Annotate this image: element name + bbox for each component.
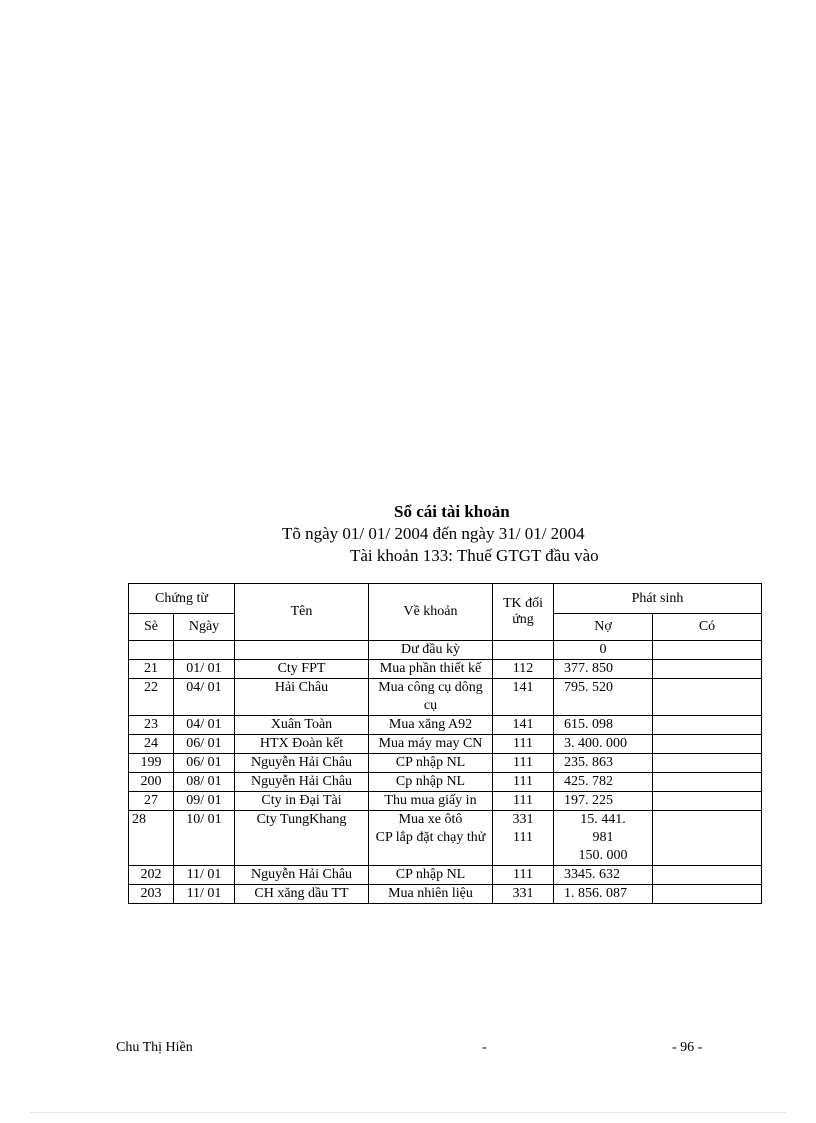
table-row <box>129 679 762 716</box>
cell-so: 203 <box>129 885 174 904</box>
footer-page-number: - 96 - <box>672 1040 703 1055</box>
cell-ngay: 06/ 01 <box>174 754 235 773</box>
cell-co <box>653 735 762 754</box>
cell-no: 197. 225 <box>554 792 653 811</box>
cell-ngay: 06/ 01 <box>174 735 235 754</box>
cell-no: 3345. 632 <box>554 866 653 885</box>
table-row <box>129 792 762 811</box>
cell-co <box>653 811 762 866</box>
cell-tk: 111 <box>493 735 554 754</box>
table-row <box>129 660 762 679</box>
cell-ngay: 10/ 01 <box>174 811 235 866</box>
cell-ve-khoan: Cp nhập NL <box>369 773 493 792</box>
table-row <box>129 754 762 773</box>
cell-no: 615. 098 <box>554 716 653 735</box>
ledger-account: Tài khoản 133: Thuế GTGT đầu vào <box>350 546 599 565</box>
cell-ngay: 11/ 01 <box>174 866 235 885</box>
cell-no: 795. 520 <box>554 679 653 716</box>
table-row <box>129 811 762 866</box>
cell-ten: Cty FPT <box>235 660 369 679</box>
cell-tk: 111 <box>493 773 554 792</box>
ledger-period: Tõ ngày 01/ 01/ 2004 đến ngày 31/ 01/ 2004 <box>282 524 585 543</box>
cell-ve-khoan: Mua xăng A92 <box>369 716 493 735</box>
cell-co <box>653 660 762 679</box>
header-ve-khoan: Về khoản <box>369 584 493 641</box>
cell-no: 15. 441. 981 <box>580 812 626 845</box>
cell-tk: 331 <box>512 812 534 827</box>
cell-tk: 111 <box>493 792 554 811</box>
cell-so: 21 <box>129 660 174 679</box>
table-row <box>129 735 762 754</box>
ledger-table <box>128 583 762 904</box>
cell-so: 27 <box>129 792 174 811</box>
cell-ve-khoan: Mua xe ôtô <box>398 812 463 827</box>
cell-so: 22 <box>129 679 174 716</box>
footer-author: Chu Thị Hiền <box>116 1040 193 1055</box>
cell-so: 199 <box>129 754 174 773</box>
cell-co <box>653 754 762 773</box>
cell-co <box>653 866 762 885</box>
header-phat-sinh: Phát sinh <box>554 584 762 614</box>
table-row <box>129 866 762 885</box>
cell-ngay: 11/ 01 <box>174 885 235 904</box>
cell-ngay: 09/ 01 <box>174 792 235 811</box>
cell-co <box>653 679 762 716</box>
cell-ve-khoan-2: CP lắp đặt chạy thử <box>375 830 486 845</box>
table-row <box>129 885 762 904</box>
table-row <box>129 716 762 735</box>
cell-ten: Hải Châu <box>235 679 369 716</box>
cell-ten: Nguyễn Hải Châu <box>235 754 369 773</box>
cell-ve-khoan: Mua nhiên liệu <box>369 885 493 904</box>
header-so: Sè <box>129 614 174 641</box>
cell-no: 425. 782 <box>554 773 653 792</box>
header-row-1 <box>129 584 762 614</box>
cell-ngay: 08/ 01 <box>174 773 235 792</box>
page-bottom-divider <box>30 1112 786 1113</box>
cell-tk: 112 <box>493 660 554 679</box>
cell-so: 28 <box>129 811 174 866</box>
cell-tk: 141 <box>493 716 554 735</box>
cell-ten: Cty in Đại Tài <box>235 792 369 811</box>
cell-tk: 331 <box>493 885 554 904</box>
header-chung-tu: Chứng từ <box>129 584 235 614</box>
cell-tk: 111 <box>493 866 554 885</box>
cell-ve-khoan: Mua phần thiết kế <box>369 660 493 679</box>
cell-ten: Nguyễn Hải Châu <box>235 866 369 885</box>
cell-tk-2: 111 <box>513 830 533 845</box>
cell-no-2: 150. 000 <box>578 848 628 863</box>
opening-no: 0 <box>554 641 653 660</box>
cell-so: 24 <box>129 735 174 754</box>
cell-co <box>653 792 762 811</box>
cell-so: 23 <box>129 716 174 735</box>
cell-ve-khoan: Mua máy may CN <box>369 735 493 754</box>
header-ten: Tên <box>235 584 369 641</box>
ledger-title: Sổ cái tài khoản <box>394 502 510 521</box>
cell-no: 1. 856. 087 <box>554 885 653 904</box>
header-co: Có <box>653 614 762 641</box>
table-row <box>129 773 762 792</box>
cell-ten: CH xăng dầu TT <box>235 885 369 904</box>
cell-ten: Cty TungKhang <box>235 811 369 866</box>
cell-tk: 141 <box>493 679 554 716</box>
cell-no: 377. 850 <box>554 660 653 679</box>
cell-ve-khoan: CP nhập NL <box>369 754 493 773</box>
cell-no: 3. 400. 000 <box>554 735 653 754</box>
cell-so: 200 <box>129 773 174 792</box>
cell-ve-khoan: CP nhập NL <box>369 866 493 885</box>
header-tk-doi-ung: TK đối ứng <box>493 584 554 641</box>
cell-no: 235. 863 <box>554 754 653 773</box>
header-ngay: Ngày <box>174 614 235 641</box>
cell-co <box>653 716 762 735</box>
footer-separator: - <box>482 1040 487 1055</box>
cell-ngay: 01/ 01 <box>174 660 235 679</box>
opening-balance-row <box>129 641 762 660</box>
cell-ten: Nguyễn Hải Châu <box>235 773 369 792</box>
cell-co <box>653 773 762 792</box>
header-no: Nợ <box>554 614 653 641</box>
cell-tk: 111 <box>493 754 554 773</box>
cell-so: 202 <box>129 866 174 885</box>
cell-co <box>653 885 762 904</box>
cell-ve-khoan: Thu mua giấy in <box>369 792 493 811</box>
cell-ten: HTX Đoàn kết <box>235 735 369 754</box>
cell-ten: Xuân Toàn <box>235 716 369 735</box>
cell-ve-khoan: Mua công cụ dông cụ <box>369 679 493 716</box>
cell-ngay: 04/ 01 <box>174 716 235 735</box>
cell-ngay: 04/ 01 <box>174 679 235 716</box>
opening-label: Dư đầu kỳ <box>369 641 493 660</box>
